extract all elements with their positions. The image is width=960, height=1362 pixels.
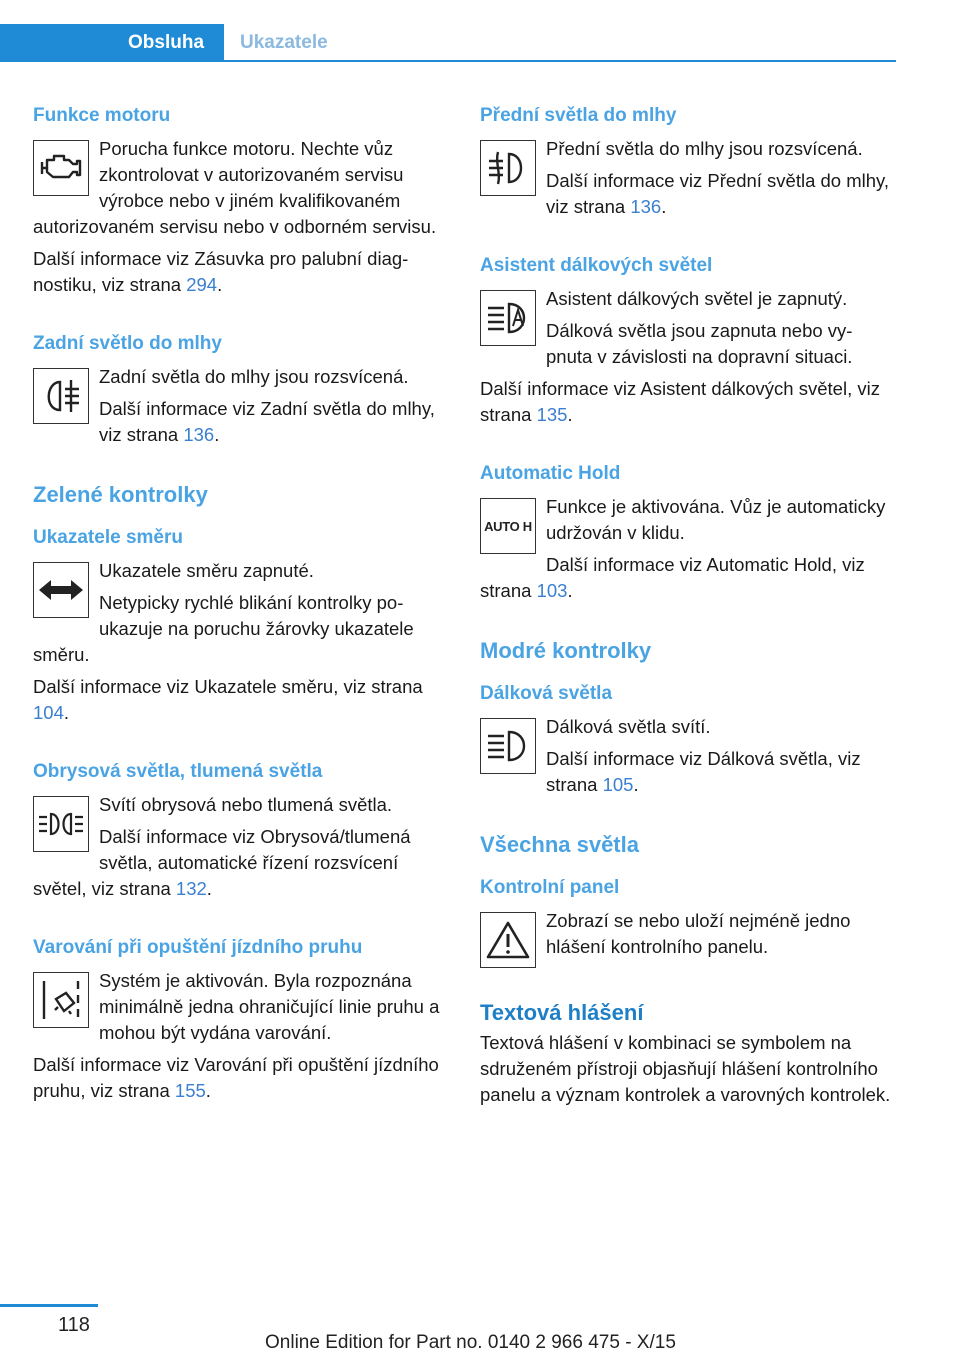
right-column	[480, 102, 892, 1114]
front-fog-light-icon	[480, 140, 536, 196]
page-link-135[interactable]: 135	[536, 404, 568, 425]
header-rule	[224, 60, 896, 62]
section-title: Varování při opuštění jízdního pruhu	[33, 937, 363, 958]
punctuation: .	[206, 878, 212, 899]
punctuation: .	[661, 196, 667, 217]
paragraph: Dálková světla jsou zapnuta nebo vypnuta v závislosti na dopravní situaci.	[546, 320, 853, 367]
reference-text: Další informace viz Automatic Hold, viz strana	[480, 554, 865, 601]
paragraph: Funkce je aktivována. Vůz je automaticky udržován v klidu.	[546, 496, 886, 543]
lane-departure-icon	[33, 972, 89, 1028]
punctuation: .	[633, 774, 639, 795]
section-high-beam-assistant	[480, 252, 892, 434]
section-title: Kontrolní panel	[480, 877, 620, 898]
reference-text: Další informace viz Varování při opuštění jízdního pruhu, viz strana	[33, 1054, 439, 1101]
punctuation: .	[567, 404, 573, 425]
heading-all-lights: Všechna světla	[480, 832, 639, 857]
punctuation: .	[567, 580, 573, 601]
reference-text: Další informace viz Ukazatele směru, viz strana	[33, 676, 423, 697]
footer-edition: Online Edition for Part no. 0140 2 966 475 - X/15	[265, 1332, 676, 1353]
auto-hold-icon	[480, 498, 536, 554]
paragraph: Netypicky rychlé blikání kontrolky poukazuje na poruchu žárovky ukazatele směru.	[33, 592, 414, 665]
heading-green-indicators: Zelené kontrolky	[33, 482, 208, 507]
section-lane-departure	[33, 934, 453, 1110]
parking-lights-icon	[33, 796, 89, 852]
section-parking-lights	[33, 758, 453, 908]
heading-blue-indicators: Modré kontrolky	[480, 638, 652, 663]
turn-signal-icon	[33, 562, 89, 618]
reference-text: Další informace viz Zásuvka pro palubní diagnostiku, viz strana	[33, 248, 409, 295]
tab-obsluha[interactable]: Obsluha	[0, 24, 224, 62]
paragraph: Zobrazí se nebo uloží nejméně jedno hlášení kontrolního panelu.	[546, 910, 851, 957]
high-beam-icon	[480, 718, 536, 774]
section-engine	[33, 102, 453, 304]
section-front-fog	[480, 102, 892, 226]
section-title: Dálková světla	[480, 683, 613, 704]
punctuation: .	[205, 1080, 211, 1101]
paragraph: Porucha funkce motoru. Nechte vůz zkontrolovat v autorizovaném servisu výrobce nebo v jiném kvalifikovaném autorizovaném servisu nebo v odborném servisu.	[33, 138, 437, 237]
reference-text: Další informace viz Přední světla do mlhy, viz strana	[546, 170, 890, 217]
heading-text-messages: Textová hlášení	[480, 1000, 644, 1025]
page-number: 118	[58, 1314, 90, 1336]
page-link-294[interactable]: 294	[186, 274, 218, 295]
punctuation: .	[217, 274, 223, 295]
page-link-136[interactable]: 136	[183, 424, 215, 445]
section-title: Zadní světlo do mlhy	[33, 333, 222, 354]
section-title: Přední světla do mlhy	[480, 105, 677, 126]
section-text-messages	[480, 998, 892, 1108]
paragraph: Přední světla do mlhy jsou rozsvícená.	[546, 138, 863, 159]
left-column	[33, 102, 453, 1110]
paragraph: Asistent dálkových světel je zapnutý.	[546, 288, 848, 309]
page-link-105[interactable]: 105	[602, 774, 634, 795]
section-title: Automatic Hold	[480, 463, 621, 484]
paragraph-reference	[480, 746, 892, 798]
paragraph: Dálková světla svítí.	[546, 716, 711, 737]
page-link-104[interactable]: 104	[33, 702, 64, 723]
page-link-136[interactable]: 136	[630, 196, 662, 217]
page-link-132[interactable]: 132	[175, 878, 207, 899]
page-header	[0, 0, 960, 66]
reference-text: Další informace viz Dálková světla, viz strana	[546, 748, 861, 795]
section-turn-signals	[33, 524, 453, 732]
paragraph-reference	[33, 396, 453, 448]
section-high-beam	[480, 680, 892, 804]
paragraph-reference	[480, 376, 892, 428]
paragraph: Systém je aktivován. Byla rozpoznána minimálně jedna ohraničující linie pruhu a mohou být vydána varování.	[99, 970, 440, 1043]
section-check-control	[480, 874, 892, 972]
page-link-155[interactable]: 155	[174, 1080, 206, 1101]
paragraph: Zadní světla do mlhy jsou rozsvícená.	[99, 366, 409, 387]
paragraph-reference	[33, 246, 453, 298]
paragraph: Textová hlášení v kombinaci se symbolem na sdruženém přístroji objasňují hlášení kontrolního panelu a význam kontrolek a varovných kontrolek.	[480, 1032, 891, 1105]
section-rear-fog	[33, 330, 453, 454]
paragraph-reference	[480, 552, 892, 604]
warning-triangle-icon	[480, 912, 536, 968]
punctuation: .	[63, 702, 70, 723]
paragraph-reference	[33, 824, 453, 902]
rear-fog-light-icon	[33, 368, 89, 424]
punctuation: .	[214, 424, 220, 445]
paragraph-reference	[480, 168, 892, 220]
section-automatic-hold	[480, 460, 892, 610]
section-title: Funkce motoru	[33, 105, 171, 126]
high-beam-assistant-icon	[480, 290, 536, 346]
section-title: Obrysová světla, tlumená světla	[33, 761, 323, 782]
paragraph: Svítí obrysová nebo tlumená světla.	[99, 794, 393, 815]
reference-text: Další informace viz Obrysová/tlumená světla, automatické řízení rozsvícení světel, viz strana	[33, 826, 411, 899]
tab-ukazatele[interactable]: Ukazatele	[240, 32, 328, 53]
paragraph-reference	[33, 674, 453, 726]
paragraph: Ukazatele směru zapnuté.	[99, 560, 314, 581]
paragraph-reference	[33, 1052, 453, 1104]
reference-text: Další informace viz Asistent dálkových světel, viz strana	[480, 378, 880, 425]
reference-text: Další informace viz Zadní světla do mlhy, viz strana	[99, 398, 435, 445]
section-title: Ukazatele směru	[33, 527, 183, 548]
footer-rule	[0, 1304, 98, 1307]
engine-icon	[33, 140, 89, 196]
section-title: Asistent dálkových světel	[480, 255, 713, 276]
auto-hold-icon-label: AUTO H	[484, 518, 532, 534]
page-link-103[interactable]: 103	[536, 580, 568, 601]
